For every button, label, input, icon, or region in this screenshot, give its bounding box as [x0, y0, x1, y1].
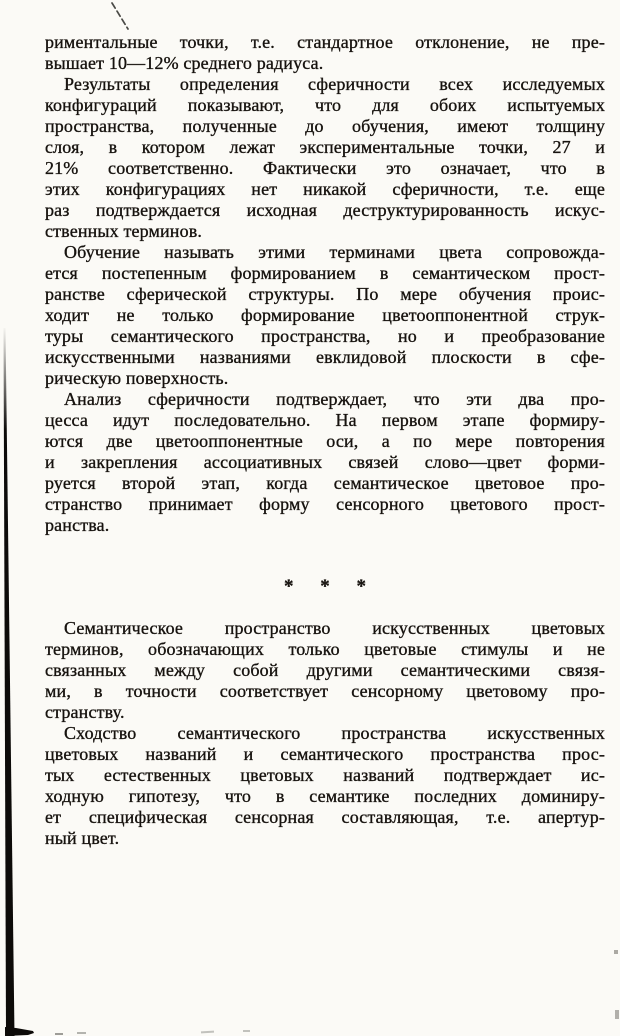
text-line: цесса идут последовательно. На первом этапе формиру-	[45, 410, 605, 430]
text-line: терминов, обозначающих только цветовые стимулы и не	[45, 639, 605, 659]
text-line: и закрепления ассоциативных связей слово—цвет форми-	[45, 452, 605, 472]
text-line: конфигураций показывают, что для обоих испытуемых	[45, 95, 605, 115]
text-line: руется второй этап, когда семантическое цветовое про-	[45, 473, 605, 493]
pen-mark-artifact	[112, 3, 128, 29]
text-line: вышает 10—12% среднего радиуса.	[45, 53, 324, 73]
scan-speck	[615, 1010, 619, 1019]
text-line: раз подтверждается исходная деструктурированность искус-	[45, 200, 605, 220]
text-line: искусственными названиями евклидовой плоскости в сфе-	[45, 347, 605, 367]
text-line: ходную гипотезу, что в семантике последних доминиру-	[45, 786, 605, 806]
text-line: ходит не только формирование цветооппонентной струк-	[45, 305, 605, 325]
text-line: ственных терминов.	[45, 221, 203, 241]
text-line: рическую поверхность.	[45, 368, 229, 388]
text-line: ми, в точности соответствует сенсорному цветовому про-	[45, 681, 605, 701]
text-line: ется постепенным формированием в семантическом прост-	[45, 263, 605, 283]
scan-speck	[614, 950, 618, 954]
text-line: этих конфигурациях нет никакой сферичности, т.е. еще	[45, 179, 605, 199]
text-line: 21% соответственно. Фактически это означает, что в	[45, 158, 605, 178]
scan-speck	[243, 1030, 250, 1032]
scan-speck	[77, 1032, 86, 1034]
text-line: риментальные точки, т.е. стандартное отклонение, не пре-	[45, 32, 605, 52]
text-line: Семантическое пространство искусственных цветовых	[64, 618, 605, 638]
text-line: странство принимает форму сенсорного цветового прост-	[45, 494, 605, 514]
text-line: Сходство семантического пространства искусственных	[64, 723, 605, 743]
text-line: ранстве сферической структуры. По мере обучения проис-	[45, 284, 605, 304]
scan-speck	[201, 1031, 214, 1034]
corner-foot-artifact	[5, 1027, 34, 1036]
section-separator: * * *	[284, 576, 366, 597]
binding-edge-artifact	[4, 328, 15, 1036]
text-line: цветовых названий и семантического пространства прос-	[45, 744, 605, 764]
text-line: пространства, полученные до обучения, имеют толщину	[45, 116, 605, 136]
text-line: ет специфическая сенсорная составляющая, т.е. апертур-	[45, 807, 605, 827]
text-line: слоя, в котором лежат экспериментальные точки, 27 и	[45, 137, 605, 157]
text-line: странству.	[45, 702, 125, 722]
text-column	[45, 32, 605, 849]
text-line: Результаты определения сферичности всех исследуемых	[64, 74, 605, 94]
text-line: Анализ сферичности подтверждает, что эти два про-	[64, 389, 605, 409]
text-line: тых естественных цветовых названий подтверждает ис-	[45, 765, 605, 785]
scan-speck	[55, 1033, 63, 1035]
text-line: связанных между собой другими семантическими связя-	[45, 660, 605, 680]
text-line: ный цвет.	[45, 828, 120, 848]
text-line: туры семантического пространства, но и преобразование	[45, 326, 605, 346]
text-line: ранства.	[45, 515, 110, 535]
text-line: ются две цветооппонентные оси, а по мере повторения	[45, 431, 605, 451]
text-line: Обучение называть этими терминами цвета сопровожда-	[64, 242, 605, 262]
